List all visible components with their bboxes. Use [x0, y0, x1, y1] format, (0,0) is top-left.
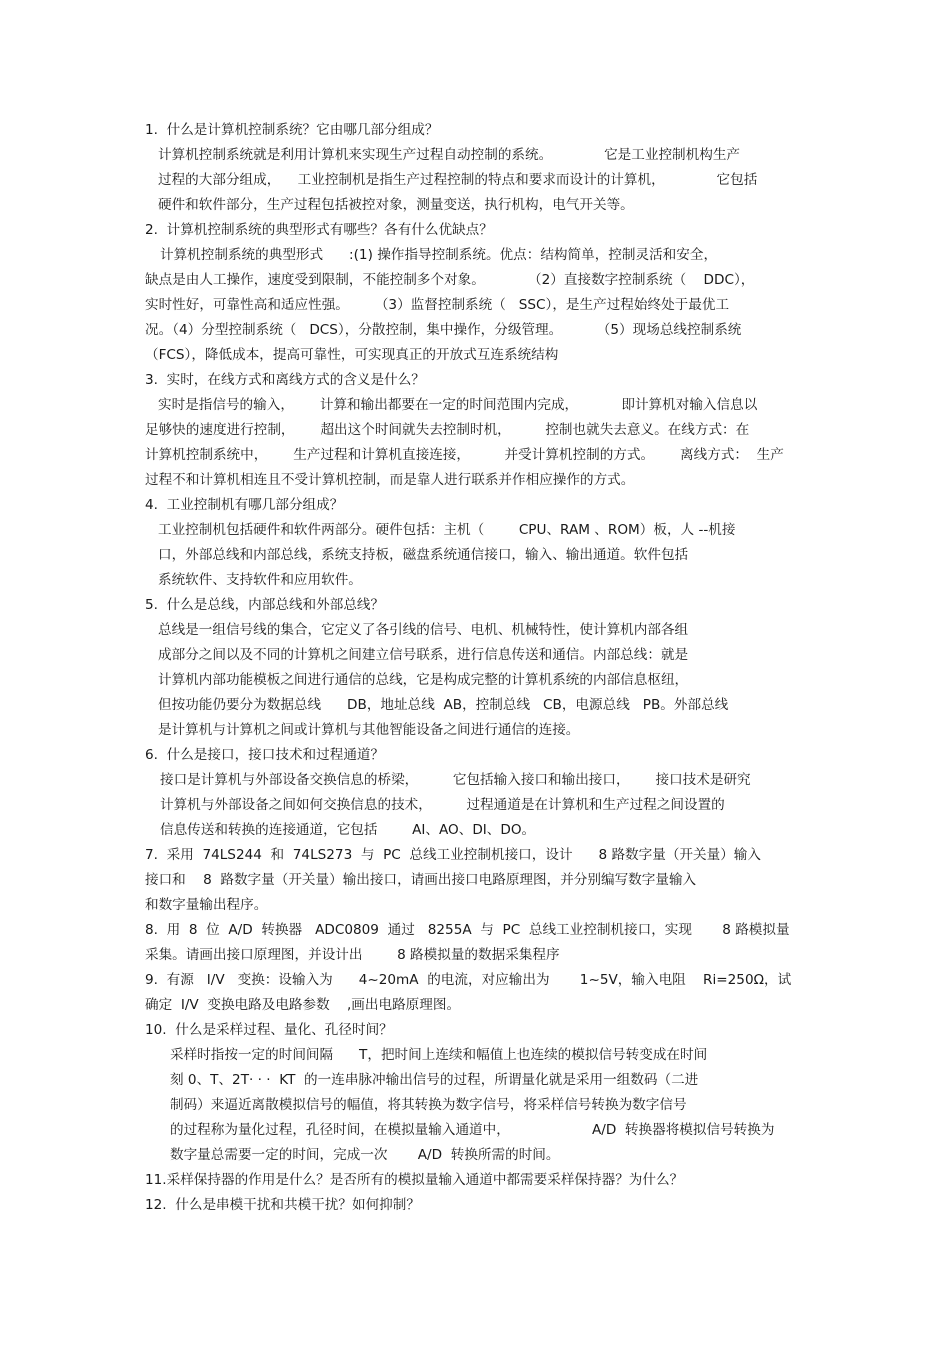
question-12-heading: 12. 什么是串模干扰和共模干扰？如何抑制？ [145, 1197, 420, 1213]
question-7-line-3: 和数字量输出程序。 [145, 897, 268, 913]
question-7-line-1: 7. 采用 74LS244 和 74LS273 与 PC 总线工业控制机接口，设计 8 路数字量（开关量）输入 [145, 847, 761, 863]
answer-10-line-3: 制码）来逼近离散模拟信号的幅值，将其转换为数字信号，将采样信号转换为数字信号 [170, 1097, 687, 1113]
answer-2-line-1: 计算机控制系统的典型形式 :(1) 操作指导控制系统。优点：结构简单，控制灵活和安全， [160, 247, 718, 263]
question-8-line-2: 采集。请画出接口原理图，并设计出 8 路模拟量的数据采集程序 [145, 947, 560, 963]
question-11-heading: 11.采样保持器的作用是什么？是否所有的模拟量输入通道中都需要采样保持器？为什么？ [145, 1172, 684, 1188]
answer-5-line-2: 成部分之间以及不同的计算机之间建立信号联系，进行信息传送和通信。内部总线：就是 [158, 647, 689, 663]
answer-4-line-2: 口，外部总线和内部总线，系统支持板，磁盘系统通信接口，输入、输出通道。软件包括 [158, 547, 689, 563]
question-5-heading: 5. 什么是总线，内部总线和外部总线？ [145, 597, 385, 613]
question-7-line-2: 接口和 8 路数字量（开关量）输出接口，请画出接口电路原理图，并分别编写数字量输入 [145, 872, 697, 888]
answer-2-line-3: 实时性好，可靠性高和适应性强。 （3）监督控制系统（ SSC），是生产过程始终处于最优工 [145, 297, 730, 313]
question-9-line-2: 确定 I/V 变换电路及电路参数 ,画出电路原理图。 [145, 997, 461, 1013]
question-1-heading: 1. 什么是计算机控制系统？它由哪几部分组成？ [145, 122, 439, 138]
answer-3-line-4: 过程不和计算机相连且不受计算机控制，而是靠人进行联系并作相应操作的方式。 [145, 472, 635, 488]
question-6-heading: 6. 什么是接口，接口技术和过程通道？ [145, 747, 385, 763]
answer-6-line-1: 接口是计算机与外部设备交换信息的桥梁， 它包括输入接口和输出接口， 接口技术是研究 [160, 772, 751, 788]
answer-1-line-2: 过程的大部分组成， 工业控制机是指生产过程控制的特点和要求而设计的计算机， 它包括 [158, 172, 758, 188]
answer-4-line-3: 系统软件、支持软件和应用软件。 [158, 572, 362, 588]
answer-6-line-2: 计算机与外部设备之间如何交换信息的技术， 过程通道是在计算机和生产过程之间设置的 [160, 797, 725, 813]
answer-3-line-2: 足够快的速度进行控制， 超出这个时间就失去控制时机， 控制也就失去意义。在线方式：在 [145, 422, 750, 438]
question-8-line-1: 8. 用 8 位 A/D 转换器 ADC0809 通过 8255A 与 PC 总线工业控制机接口，实现 8 路模拟量 [145, 922, 790, 938]
question-4-heading: 4. 工业控制机有哪几部分组成？ [145, 497, 344, 513]
question-2-heading: 2. 计算机控制系统的典型形式有哪些？各有什么优缺点？ [145, 222, 493, 238]
answer-2-line-2: 缺点是由人工操作，速度受到限制，不能控制多个对象。 （2）直接数字控制系统（ DDC）， [145, 272, 755, 288]
answer-5-line-4: 但按功能仍要分为数据总线 DB，地址总线 AB，控制总线 CB，电源总线 PB。外部总线 [158, 697, 729, 713]
answer-6-line-3: 信息传送和转换的连接通道，它包括 AI、AO、DI、DO。 [160, 822, 536, 838]
answer-10-line-1: 采样时指按一定的时间间隔 T，把时间上连续和幅值上也连续的模拟信号转变成在时间 [170, 1047, 708, 1063]
answer-5-line-1: 总线是一组信号线的集合，它定义了各引线的信号、电机、机械特性，使计算机内部各组 [158, 622, 689, 638]
answer-2-line-4: 况。（4）分型控制系统（ DCS），分散控制，集中操作，分级管理。 （5）现场总线控制系统 [145, 322, 742, 338]
answer-4-line-1: 工业控制机包括硬件和软件两部分。硬件包括：主机（ CPU、RAM 、ROM）板，人 --机接 [158, 522, 736, 538]
answer-2-line-5: （FCS），降低成本，提高可靠性，可实现真正的开放式互连系统结构 [145, 347, 559, 363]
answer-5-line-5: 是计算机与计算机之间或计算机与其他智能设备之间进行通信的连接。 [158, 722, 580, 738]
question-10-heading: 10. 什么是采样过程、量化、孔径时间？ [145, 1022, 393, 1038]
answer-10-line-5: 数字量总需要一定的时间，完成一次 A/D 转换所需的时间。 [170, 1147, 560, 1163]
question-9-line-1: 9. 有源 I/V 变换：设输入为 4~20mA 的电流，对应输出为 1~5V，输入电阻 Ri=250Ω，试 [145, 972, 792, 988]
answer-10-line-2: 刻 0、T、2T· · · KT 的一连串脉冲输出信号的过程，所谓量化就是采用一组数码（二进 [170, 1072, 699, 1088]
answer-1-line-3: 硬件和软件部分，生产过程包括被控对象，测量变送，执行机构，电气开关等。 [158, 197, 634, 213]
answer-3-line-3: 计算机控制系统中， 生产过程和计算机直接连接， 并受计算机控制的方式。 离线方式： 生产 [145, 447, 784, 463]
answer-3-line-1: 实时是指信号的输入， 计算和输出都要在一定的时间范围内完成， 即计算机对输入信息以 [158, 397, 758, 413]
question-3-heading: 3. 实时，在线方式和离线方式的含义是什么？ [145, 372, 425, 388]
answer-5-line-3: 计算机内部功能模板之间进行通信的总线，它是构成完整的计算机系统的内部信息枢纽， [158, 672, 689, 688]
answer-10-line-4: 的过程称为量化过程，孔径时间，在模拟量输入通道中， A/D 转换器将模拟信号转换为 [170, 1122, 775, 1138]
answer-1-line-1: 计算机控制系统就是利用计算机来实现生产过程自动控制的系统。 它是工业控制机构生产 [158, 147, 741, 163]
